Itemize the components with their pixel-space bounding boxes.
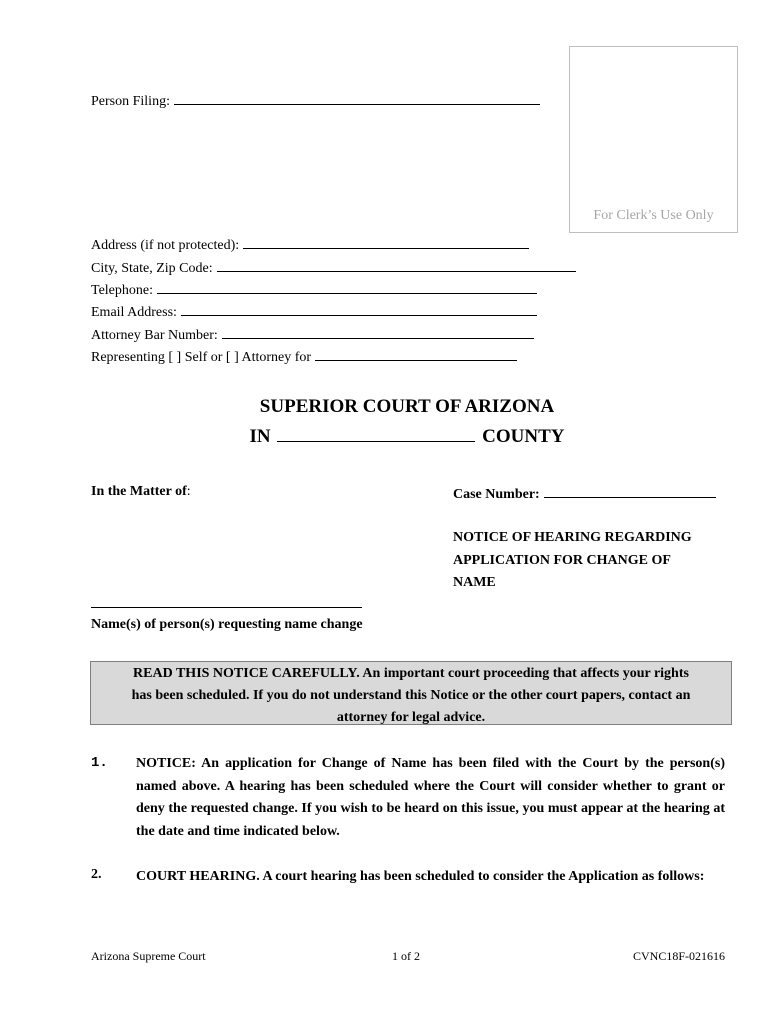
city-state-zip-field (91, 258, 576, 280)
read-notice-box (90, 661, 732, 725)
matter-of-colon: : (186, 484, 191, 499)
person-filing-field (91, 91, 540, 113)
names-caption: Name(s) of person(s) requesting name change (91, 617, 363, 632)
section-1-number: 1. (91, 755, 108, 771)
email-blank[interactable] (181, 302, 537, 316)
section-2-text: COURT HEARING. A court hearing has been scheduled to consider the Application as follows: (136, 869, 705, 884)
case-number-label: Case Number: (453, 487, 540, 502)
footer-page-number: 1 of 2 (392, 949, 420, 963)
document-title-line-1: NOTICE OF HEARING REGARDING (453, 530, 692, 545)
court-title: SUPERIOR COURT OF ARIZONA (259, 396, 555, 417)
email-field (91, 302, 537, 324)
bar-number-label: Attorney Bar Number: (91, 328, 218, 343)
county-line (0, 425, 770, 448)
bar-number-blank[interactable] (222, 325, 534, 339)
document-title-line-3: NAME (453, 575, 496, 590)
names-blank[interactable] (91, 596, 362, 608)
city-state-zip-blank[interactable] (217, 258, 576, 272)
city-state-zip-label: City, State, Zip Code: (91, 261, 213, 276)
clerk-use-box (569, 46, 738, 233)
representing-label: Representing [ ] Self or [ ] Attorney for (91, 350, 312, 365)
county-blank[interactable] (277, 425, 475, 442)
footer-form-code: CVNC18F-021616 (632, 949, 725, 963)
county-suffix: COUNTY (482, 426, 565, 447)
document-title-line-2: APPLICATION FOR CHANGE OF (453, 552, 671, 568)
notice-line-3: attorney for legal advice. (336, 710, 486, 725)
telephone-label: Telephone: (91, 283, 153, 298)
telephone-blank[interactable] (157, 280, 537, 294)
section-2-number: 2. (91, 867, 102, 882)
person-filing-blank[interactable] (174, 91, 540, 105)
address-blank[interactable] (243, 235, 529, 249)
address-field (91, 235, 529, 257)
representing-field (91, 347, 517, 369)
matter-of-label: In the Matter of (91, 484, 187, 499)
notice-line-1: READ THIS NOTICE CAREFULLY. An important court proceeding that affects your rights (133, 666, 689, 681)
matter-of (91, 484, 191, 500)
bar-number-field (91, 325, 534, 347)
address-label: Address (if not protected): (91, 238, 240, 253)
case-number-blank[interactable] (544, 484, 716, 498)
case-number-field (453, 484, 716, 503)
representing-blank[interactable] (315, 347, 517, 361)
telephone-field (91, 280, 537, 302)
clerk-use-label: For Clerk’s Use Only (593, 208, 714, 223)
county-prefix: IN (249, 426, 271, 447)
person-filing-label: Person Filing: (91, 94, 170, 109)
email-label: Email Address: (91, 305, 177, 320)
notice-line-2: has been scheduled. If you do not understand this Notice or the other court papers, contact an (131, 688, 691, 703)
section-1-text: NOTICE: An application for Change of Name has been filed with the Court by the person(s) named above. A hearing has been scheduled where the Court will consider whether to grant or deny the requested change. If you wish to be heard on this issue, you must appear at the hearing at the date and time indicated below. (136, 756, 725, 839)
document-title (453, 527, 692, 595)
footer-left: Arizona Supreme Court (91, 949, 206, 963)
